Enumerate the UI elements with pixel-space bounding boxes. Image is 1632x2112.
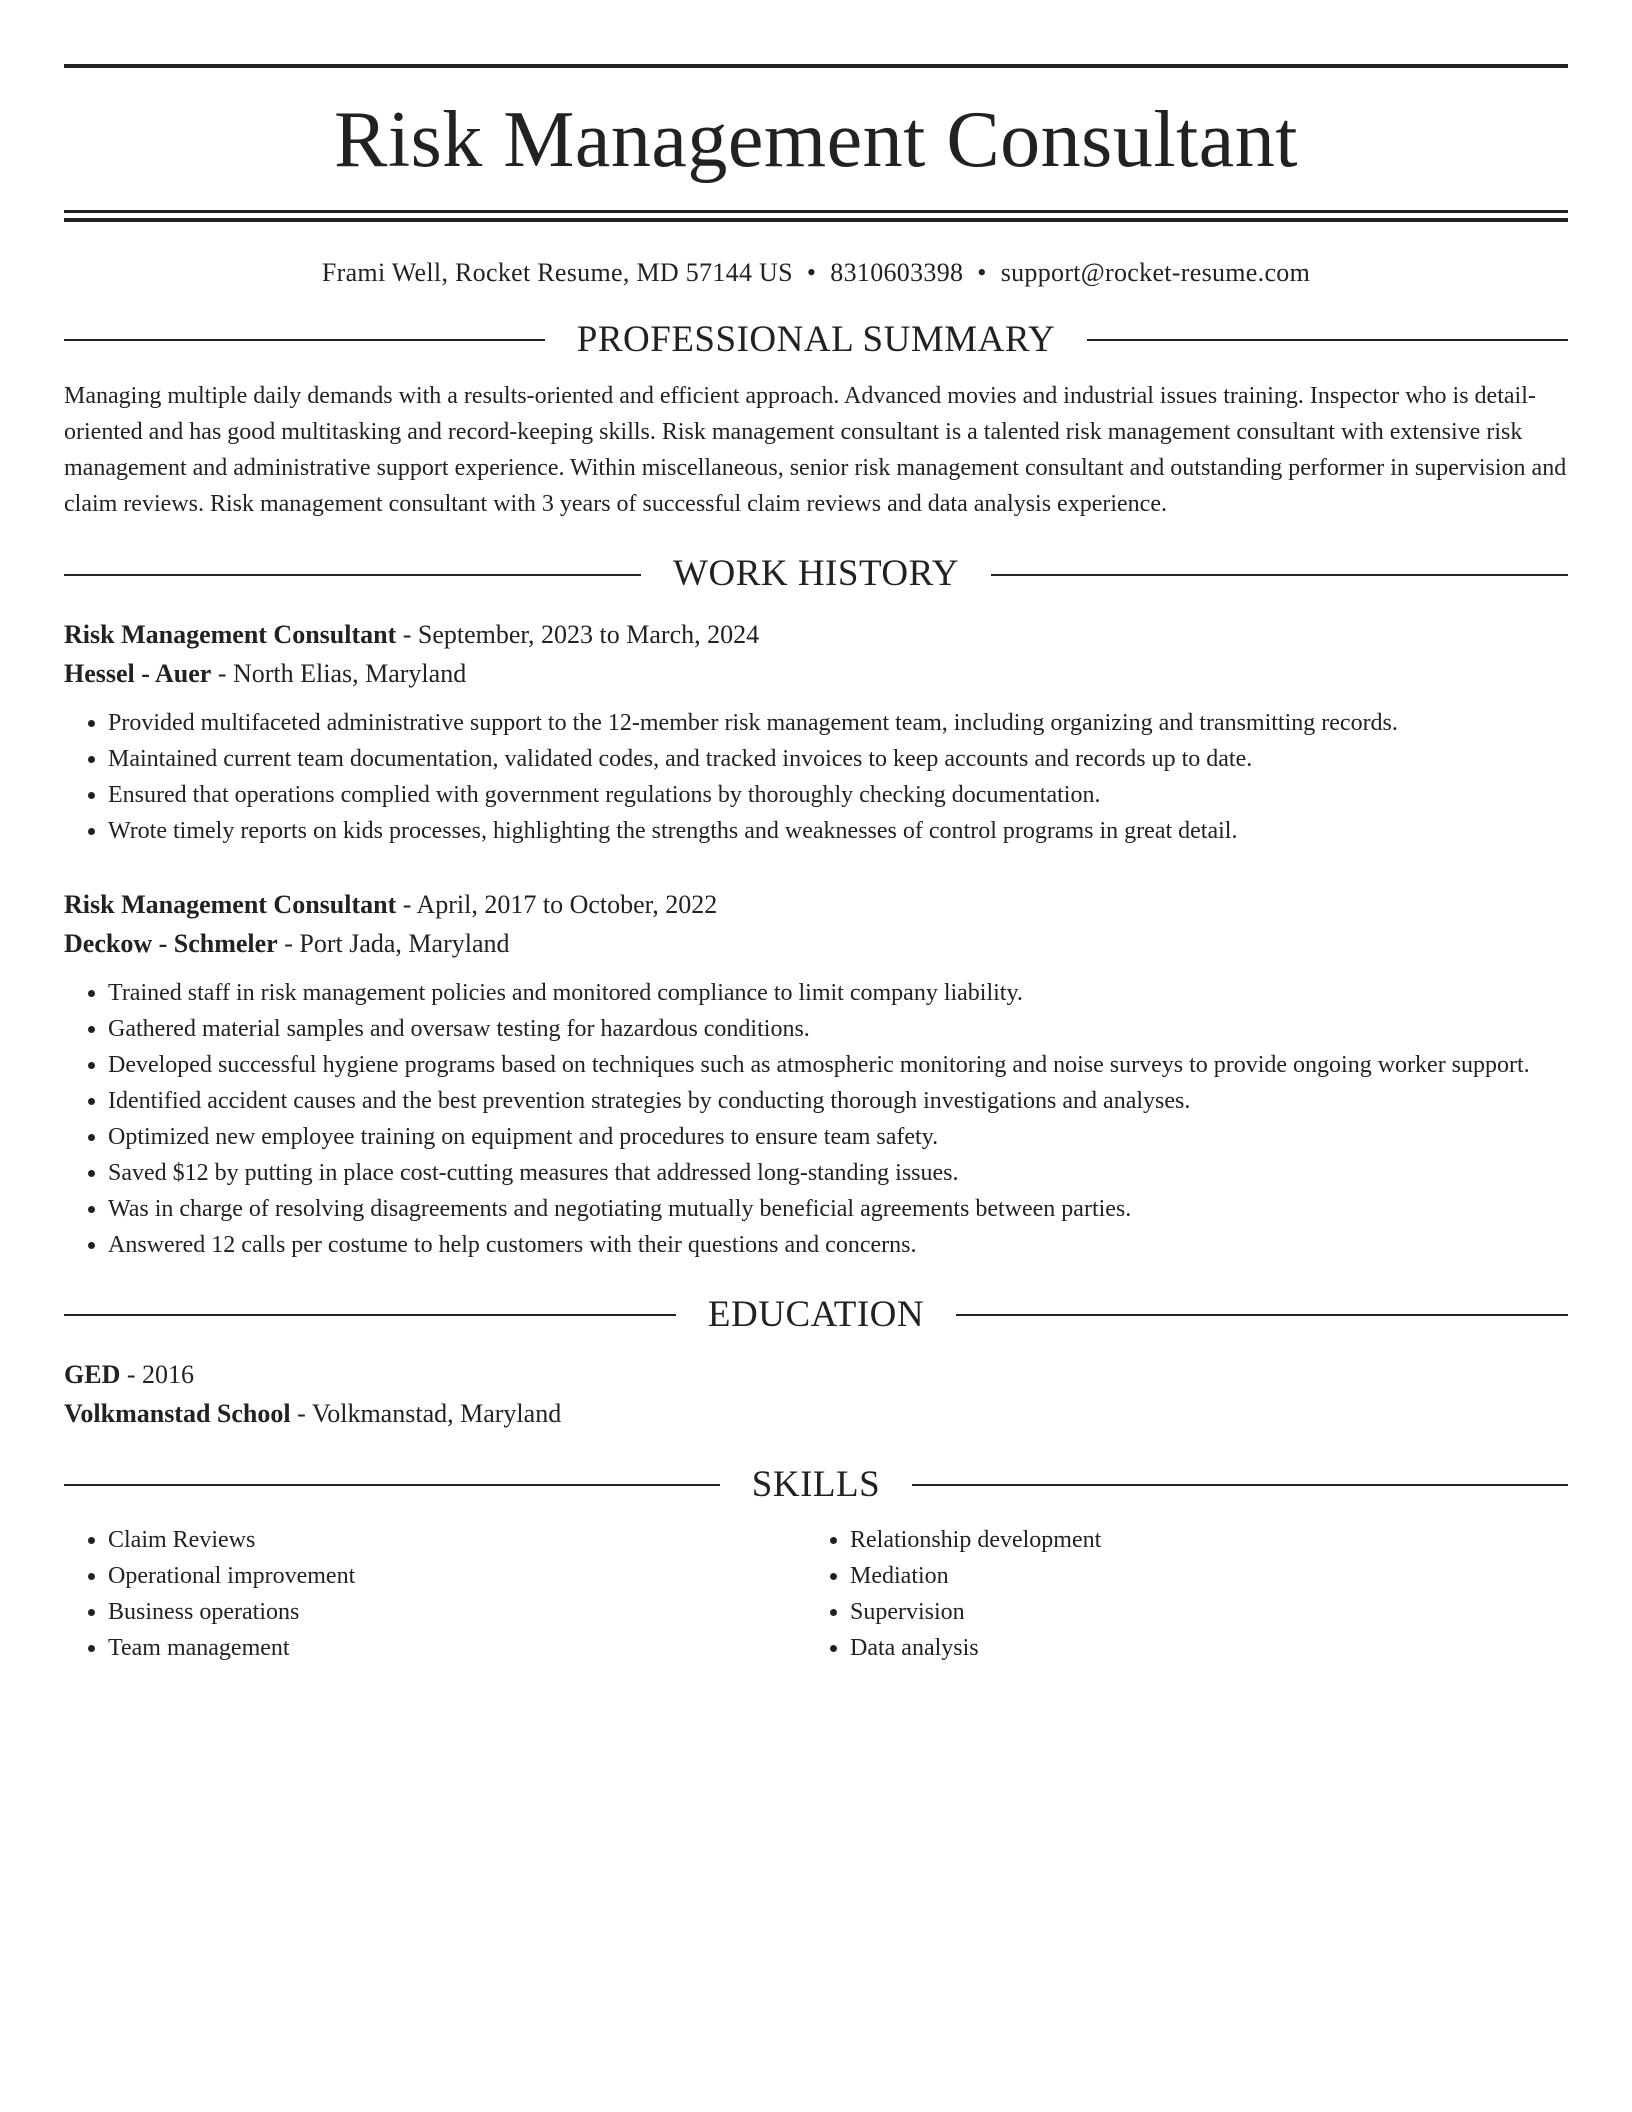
heading-rule (64, 1314, 676, 1316)
education-degree-line (64, 1355, 1568, 1394)
job-company-line (64, 924, 1568, 963)
job-entry (64, 615, 1568, 849)
resume-page (64, 64, 1568, 1666)
education-entry (64, 1355, 1568, 1433)
heading-rule (64, 1484, 720, 1486)
job-bullet: • Answered 12 calls per costume to help customers with their questions and concerns. (108, 1227, 1568, 1263)
job-title: Risk Management Consultant (64, 619, 397, 649)
skills-section-heading (64, 1463, 1568, 1507)
contact-phone: 8310603398 (830, 258, 964, 287)
education-section-heading (64, 1293, 1568, 1337)
job-bullet: • Optimized new employee training on equipment and procedures to ensure team safety. (108, 1119, 1568, 1155)
job-bullet: • Identified accident causes and the best prevention strategies by conducting thorough investigations and analyses. (108, 1083, 1568, 1119)
job-bullet: • Was in charge of resolving disagreements and negotiating mutually beneficial agreements between parties. (108, 1191, 1568, 1227)
education-degree: GED (64, 1360, 121, 1390)
job-bullet: • Maintained current team documentation, validated codes, and tracked invoices to keep accounts and records up to date. (108, 741, 1568, 777)
job-location: - North Elias, Maryland (211, 658, 467, 688)
job-dates: - September, 2023 to March, 2024 (396, 619, 760, 649)
skills-heading: SKILLS (751, 1464, 881, 1506)
skills-left-list (64, 1522, 806, 1666)
summary-section-heading (64, 318, 1568, 362)
heading-rule (956, 1314, 1568, 1316)
skill-item: • Claim Reviews (108, 1522, 806, 1558)
skill-item: • Business operations (108, 1594, 806, 1630)
education-year: - 2016 (120, 1360, 195, 1390)
education-location: - Volkmanstad, Maryland (290, 1399, 562, 1429)
skill-item: • Operational improvement (108, 1558, 806, 1594)
heading-rule (991, 574, 1568, 576)
heading-rule (64, 339, 545, 341)
contact-separator: • (806, 258, 817, 287)
job-bullets (64, 705, 1568, 849)
job-company: Hessel - Auer (64, 658, 212, 688)
skills-columns (64, 1522, 1568, 1666)
education-school: Volkmanstad School (64, 1399, 291, 1429)
contact-address: Frami Well, Rocket Resume, MD 57144 US (321, 258, 793, 287)
heading-rule (64, 574, 641, 576)
job-bullet: • Provided multifaceted administrative support to the 12-member risk management team, including organizing and transmitting records. (108, 705, 1568, 741)
skill-item: • Relationship development (850, 1522, 1548, 1558)
heading-rule (912, 1484, 1568, 1486)
job-title-line (64, 615, 1568, 654)
job-location: - Port Jada, Maryland (277, 928, 510, 958)
skills-right-list (806, 1522, 1548, 1666)
job-company: Deckow - Schmeler (64, 928, 278, 958)
job-bullets (64, 975, 1568, 1263)
job-dates: - April, 2017 to October, 2022 (396, 889, 718, 919)
work-heading: WORK HISTORY (673, 553, 959, 595)
skill-item: • Supervision (850, 1594, 1548, 1630)
summary-heading: PROFESSIONAL SUMMARY (576, 319, 1056, 360)
job-entry (64, 885, 1568, 1263)
contact-separator: • (977, 258, 987, 287)
education-school-line (64, 1394, 1568, 1433)
skill-item: • Team management (108, 1630, 806, 1666)
skill-item: • Data analysis (850, 1630, 1548, 1666)
job-bullet: • Developed successful hygiene programs based on techniques such as atmospheric monitoring and noise surveys to provide ongoing worker support. (108, 1047, 1568, 1083)
job-title: Risk Management Consultant (64, 889, 397, 919)
job-title-line (64, 885, 1568, 924)
title-double-rule (64, 210, 1568, 222)
skill-item: • Mediation (850, 1558, 1548, 1594)
resume-title: Risk Management Consultant (333, 96, 1298, 184)
job-bullet: • Gathered material samples and oversaw testing for hazardous conditions. (108, 1011, 1568, 1047)
contact-line (64, 258, 1568, 288)
job-bullet: • Trained staff in risk management policies and monitored compliance to limit company liability. (108, 975, 1568, 1011)
job-bullet: • Wrote timely reports on kids processes, highlighting the strengths and weaknesses of control programs in great detail. (108, 813, 1568, 849)
summary-text: Managing multiple daily demands with a results-oriented and efficient approach. Advanced movies and industrial issues training. Inspector who is detail-oriented and has good multitasking and record-keeping skills. Risk management consultant is a talented risk management consultant with extensive risk management and administrative support experience. Within miscellaneous, senior risk management consultant and outstanding performer in supervision and claim reviews. Risk management consultant with 3 years of successful claim reviews and data analysis experience. (64, 383, 1567, 518)
job-bullet: • Saved $12 by putting in place cost-cutting measures that addressed long-standing issues. (108, 1155, 1568, 1191)
job-company-line (64, 654, 1568, 693)
work-section-heading (64, 552, 1568, 596)
education-heading: EDUCATION (707, 1293, 925, 1335)
heading-rule (1087, 339, 1568, 341)
contact-email: support@rocket-resume.com (1000, 258, 1311, 287)
job-bullet: • Ensured that operations complied with government regulations by thoroughly checking documentation. (108, 777, 1568, 813)
